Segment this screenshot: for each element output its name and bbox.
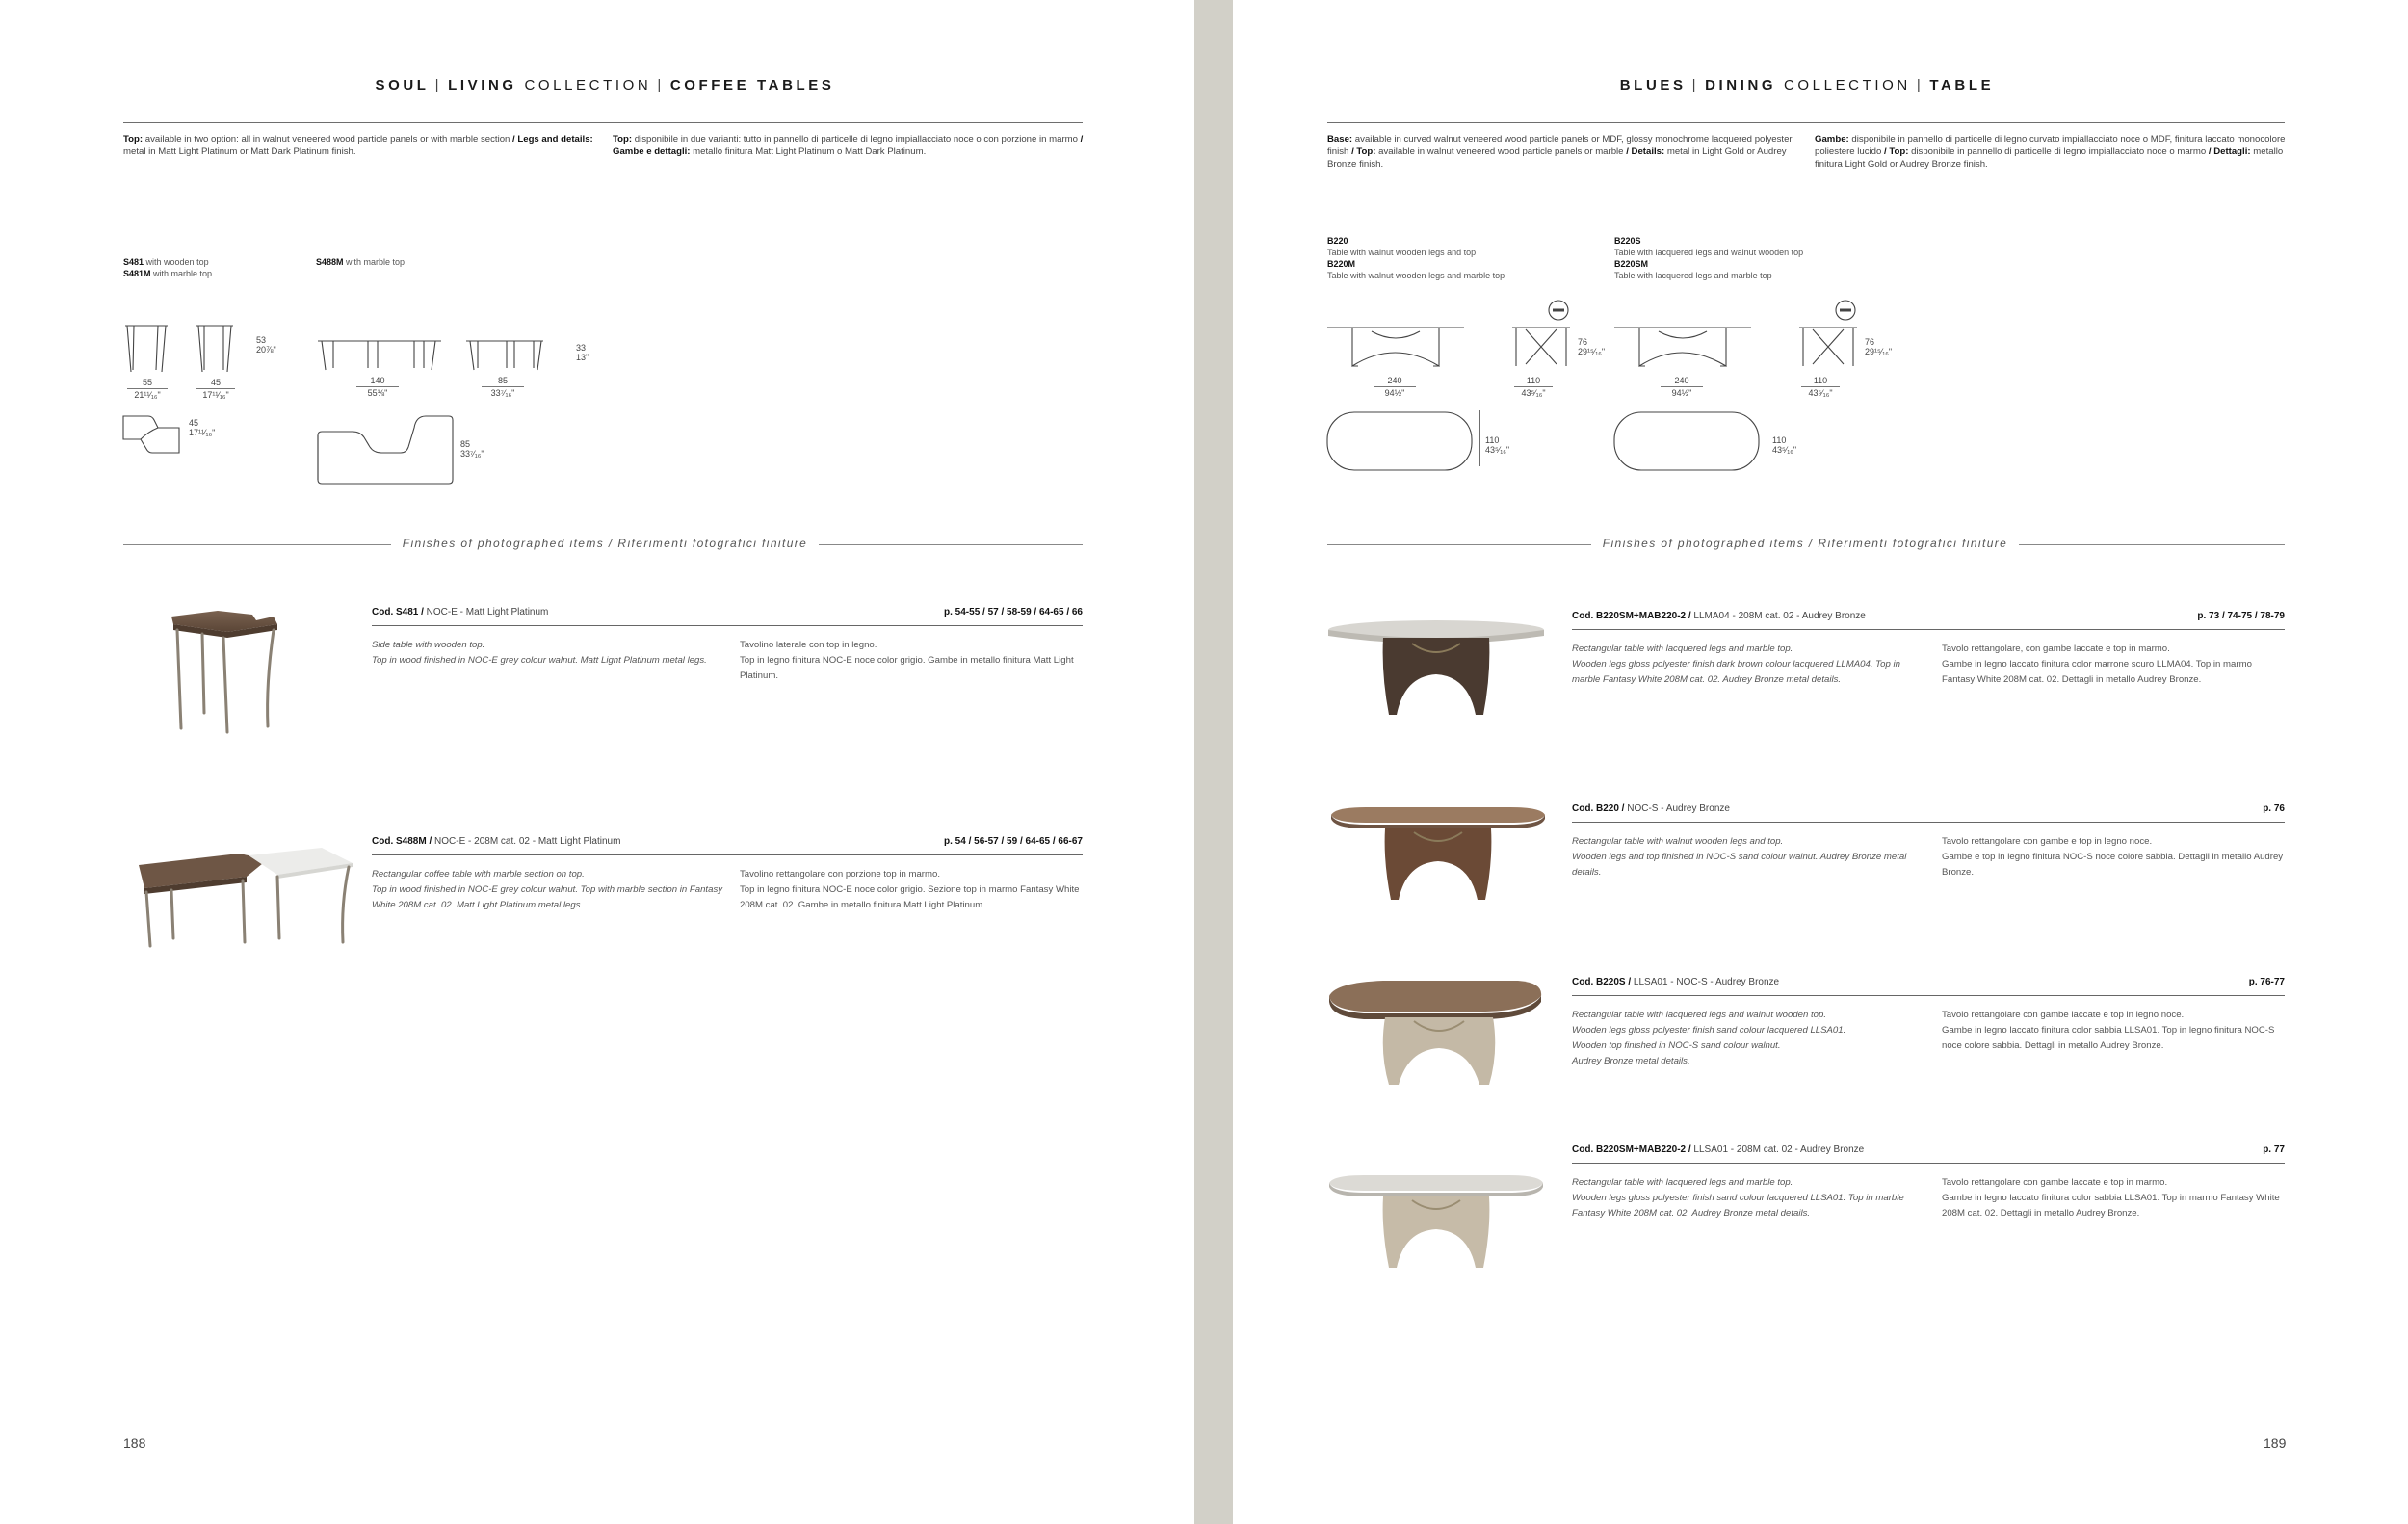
finishes-heading: Finishes of photographed items / Riferimenti fotografici finiture [1602,537,2008,550]
dim-height-33: 33 13" [576,343,589,362]
item-4-en: Rectangular table with lacquered legs and marble top. Wooden legs gloss polyester finish sand colour lacquered LLSA01. Top in marble Fantasy White 208M cat. 02. Audrey Bronze metal details. [1572,1177,1904,1219]
dim-depth-110-a: 110 43⁵⁄₁₆" [1485,435,1510,455]
finishes-line-right [819,544,1083,545]
item-2-it: Tavolo rettangolare con gambe e top in legno noce. Gambe e top in legno finitura NOC-S noce colore sabbia. Dettagli in metallo Audrey Bronze. [1942,836,2284,878]
page-title: BLUES | DINING COLLECTION | TABLE [1619,77,1995,93]
b220-drawing-front [1323,297,1593,374]
code-b220: B220 [1327,236,1348,246]
code-b220s: B220S [1614,236,1641,246]
item-3-header: Cod. B220S / LLSA01 - NOC-S - Audrey Bronze p. 76-77 [1572,977,2285,996]
dim-width-240-b: 240 94½" [1661,376,1703,398]
s481-photo [160,607,285,742]
page-number: 188 [123,1435,146,1451]
item-1-it: Tavolo rettangolare, con gambe laccate e top in marmo. Gambe in legno laccato finitura color marrone scuro LLMA04. Top in marmo Fantasy White 208M cat. 02. Dettagli in metallo Audrey Bronze. [1942,644,2252,685]
description-en: Top: available in two option: all in walnut veneered wood particle panels or with marble section / Legs and details: metal in Matt Light Platinum or Matt Dark Platinum finish. [123,134,593,157]
page-number: 189 [2264,1435,2287,1451]
description-it: Gambe: disponibile in pannello di particelle di legno curvato impiallacciato noce o MDF, finitura laccato monocolore poliestere lucido / Top: disponibile in pannello di particelle di legno impiallacciato noce o marmo / Dettagli: metallo finitura Light Gold or Audrey Bronze finish. [1815,134,2286,170]
code-b220s-desc: Table with lacquered legs and walnut wooden top [1614,248,1804,257]
header-rule [123,122,1083,123]
s488m-drawing-front [314,337,574,376]
dim-depth-110-b: 110 43⁵⁄₁₆" [1772,435,1797,455]
description-en: Base: available in curved walnut veneered wood particle panels or MDF, glossy monochrome lacquered polyester finish / Top: available in walnut veneered wood particle panels or marble / Details: metal in Light Gold or Audrey Bronze finish. [1327,134,1793,170]
code-s481: S481 with wooden top [123,257,209,267]
header-rule [1327,122,2285,123]
dim-depth-45: 45 17¹¹⁄₁₆" [189,418,216,437]
code-s481m: S481M with marble top [123,269,213,278]
item-3-it: Tavolo rettangolare con gambe laccate e top in legno noce. Gambe in legno laccato finitura color sabbia LLSA01. Top in legno finitura NOC-S noce colore sabbia. Dettagli in metallo Audrey Bronze. [1942,1010,2275,1051]
b220s-drawing-top [1610,408,1765,476]
s488m-photo [133,846,354,952]
item-1-en: Rectangular table with lacquered legs and marble top. Wooden legs gloss polyester finish dark brown colour lacquered LLMA04. Top in marble Fantasy White 208M cat. 02. Audrey Bronze metal details. [1572,644,1900,685]
book-spine [1194,0,1233,1524]
code-b220sm: B220SM [1614,259,1649,269]
code-b220m: B220M [1327,259,1356,269]
dim-height-53: 53 20⅞" [256,335,276,355]
dim-depth-line-a [1479,410,1480,466]
b220s-photo [1325,977,1547,1092]
item-4-it: Tavolo rettangolare con gambe laccate e top in marmo. Gambe in legno laccato finitura color sabbia LLSA01. Top in marmo Fantasy White 208M cat. 02. Dettagli in metallo Audrey Bronze. [1942,1177,2280,1219]
item-s488m-header: Cod. S488M / NOC-E - 208M cat. 02 - Matt Light Platinum p. 54 / 56-57 / 59 / 64-65 / 66-67 [372,836,1083,855]
item-1-header: Cod. B220SM+MAB220-2 / LLMA04 - 208M cat. 02 - Audrey Bronze p. 73 / 74-75 / 78-79 [1572,611,2285,630]
left-page [0,0,1194,1524]
item-s488m-it: Tavolino rettangolare con porzione top in marmo. Top in legno finitura NOC-E noce color grigio. Sezione top in marmo Fantasy White 208M cat. 02. Gambe in metallo finitura Matt Light Platinum. [740,869,1080,910]
s488m-drawing-top [314,408,458,486]
item-s481-en: Side table with wooden top. Top in wood finished in NOC-E grey colour walnut. Matt Light Platinum metal legs. [372,640,707,666]
dim-width-140: 140 55⅛" [356,376,399,398]
right-page [1233,0,2408,1524]
code-b220-desc: Table with walnut wooden legs and top [1327,248,1477,257]
item-s481-it: Tavolino laterale con top in legno. Top in legno finitura NOC-E noce color grigio. Gambe in metallo finitura Matt Light Platinum. [740,640,1074,681]
code-b220sm-desc: Table with lacquered legs and marble top [1614,271,1772,280]
b220-drawing-top [1323,408,1478,476]
dim-width-85: 85 33⁷⁄₁₆" [482,376,524,398]
item-2-en: Rectangular table with walnut wooden legs and top. Wooden legs and top finished in NOC-S sand colour walnut. Audrey Bronze metal details. [1572,836,1907,878]
item-s481-header: Cod. S481 / NOC-E - Matt Light Platinum p. 54-55 / 57 / 58-59 / 64-65 / 66 [372,607,1083,626]
b220-noc-s-photo [1327,801,1549,907]
finishes-heading: Finishes of photographed items / Riferimenti fotografici finiture [402,537,808,550]
code-b220m-desc: Table with walnut wooden legs and marble top [1327,271,1505,280]
page-title: SOUL | LIVING COLLECTION | COFFEE TABLES [375,77,835,93]
dim-height-76-b: 76 29¹⁵⁄₁₆" [1865,337,1893,356]
dim-width-110-b: 110 43⁵⁄₁₆" [1801,376,1840,398]
dim-depth-85: 85 33⁷⁄₁₆" [460,439,484,459]
finishes-line-right [2019,544,2285,545]
finishes-line-left [1327,544,1591,545]
item-s488m-en: Rectangular coffee table with marble section on top. Top in wood finished in NOC-E grey colour walnut. Top with marble section in Fantasy White 208M cat. 02. Matt Light Platinum metal legs. [372,869,723,910]
dim-width-55: 55 21¹¹⁄₁₆" [127,378,168,400]
b220s-drawing-front [1610,297,1880,374]
b220sm-llma04-photo [1325,617,1547,723]
finishes-line-left [123,544,391,545]
dim-width-110-a: 110 43⁵⁄₁₆" [1514,376,1553,398]
description-it: Top: disponibile in due varianti: tutto in pannello di particelle di legno impiallacciato noce o con porzione in marmo / Gambe e dettagli: metallo finitura Matt Light Platinum o Matt Dark Platinum. [613,134,1084,157]
item-2-header: Cod. B220 / NOC-S - Audrey Bronze p. 76 [1572,803,2285,823]
code-s488m: S488M with marble top [316,257,406,267]
dim-width-240-a: 240 94½" [1374,376,1416,398]
dim-width-45: 45 17¹¹⁄₁₆" [196,378,235,400]
dim-height-76-a: 76 29¹⁵⁄₁₆" [1578,337,1606,356]
item-3-en: Rectangular table with lacquered legs and walnut wooden top. Wooden legs gloss polyester finish sand colour lacquered LLSA01. Wooden top finished in NOC-S sand colour walnut. Audrey Bronze metal details. [1572,1010,1846,1066]
s481-drawing-top [119,410,187,459]
b220sm-llsa01-photo [1325,1169,1547,1275]
item-4-header: Cod. B220SM+MAB220-2 / LLSA01 - 208M cat. 02 - Audrey Bronze p. 77 [1572,1144,2285,1164]
